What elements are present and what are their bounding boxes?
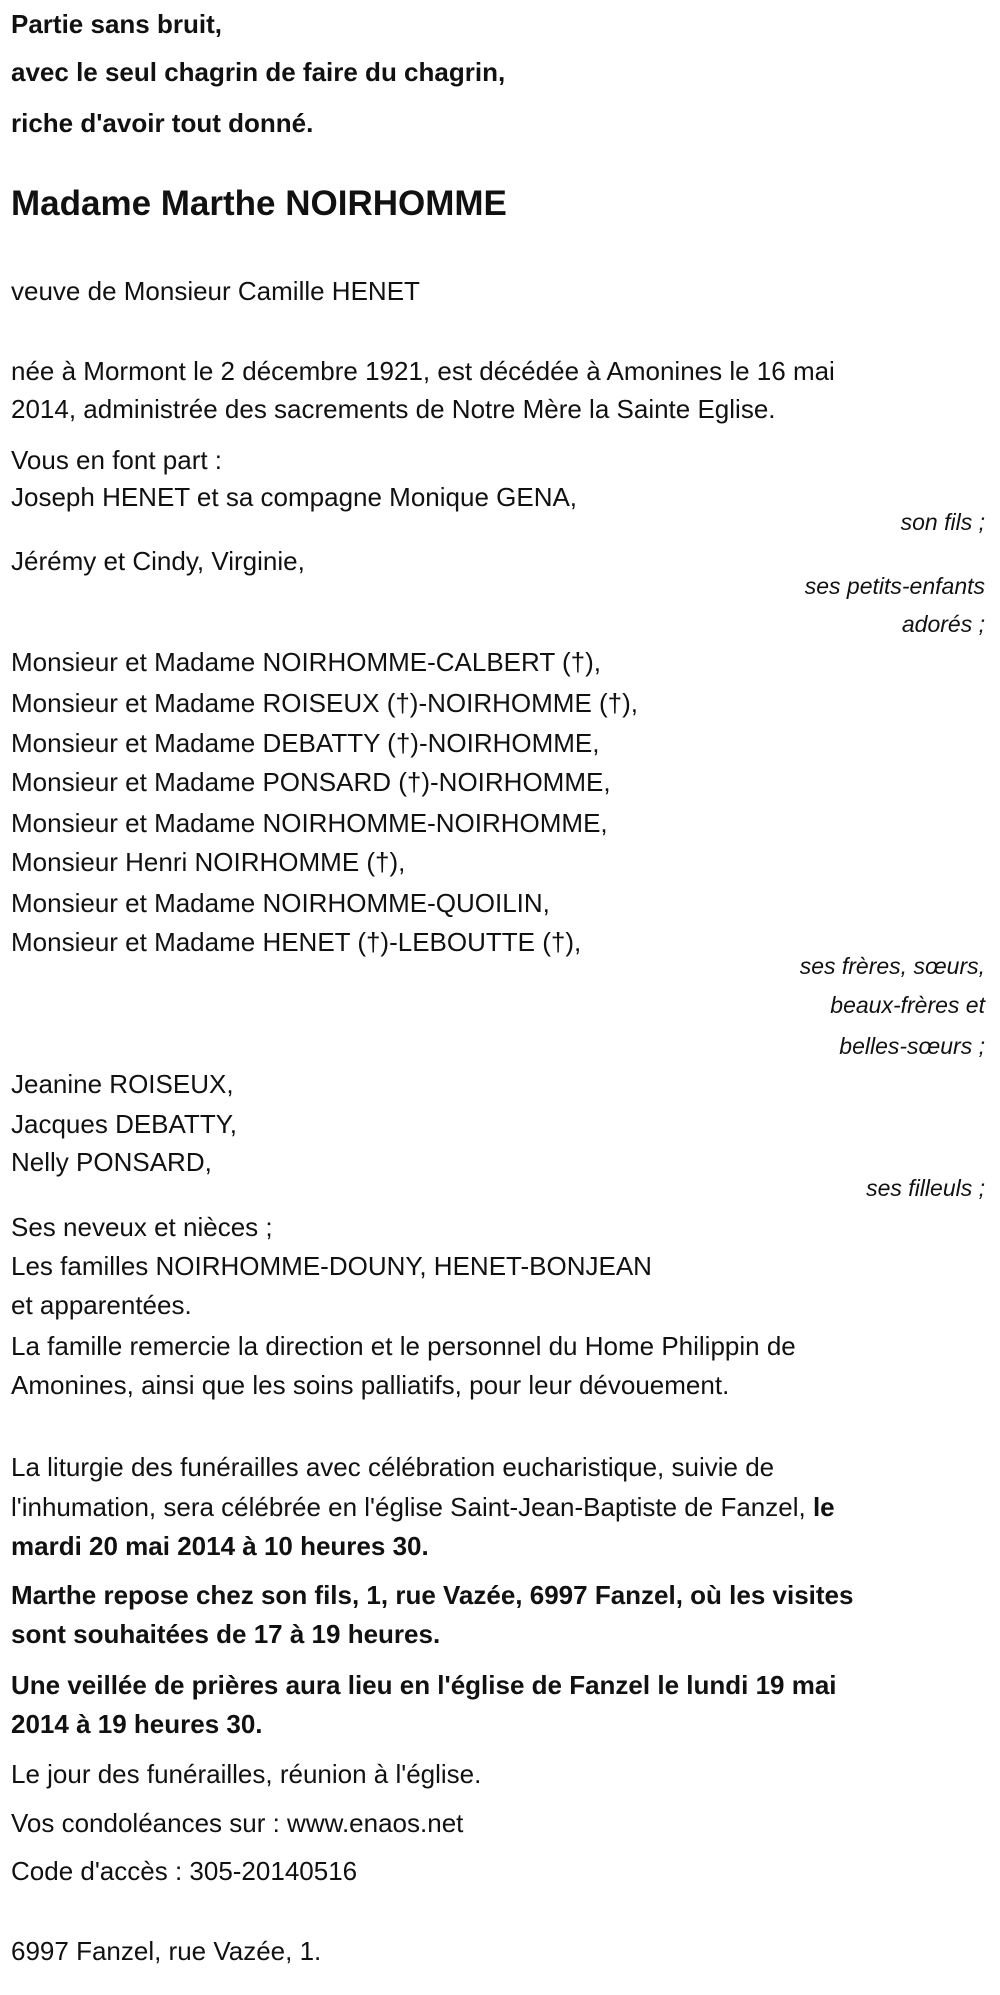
epigraph-line: riche d'avoir tout donné. <box>11 108 314 138</box>
address: 6997 Fanzel, rue Vazée, 1. <box>11 1936 322 1966</box>
visits-line: sont souhaitées de 17 à 19 heures. <box>11 1619 441 1649</box>
others-line: Les familles NOIRHOMME-DOUNY, HENET-BONJEAN <box>11 1251 652 1281</box>
godchild-line: Jacques DEBATTY, <box>11 1109 237 1139</box>
sibling-line: Monsieur et Madame ROISEUX (†)-NOIRHOMME (†), <box>11 688 639 718</box>
liturgy-date: mardi 20 mai 2014 à 10 heures 30. <box>11 1531 429 1561</box>
godchild-line: Nelly PONSARD, <box>11 1147 212 1177</box>
son-name: Joseph HENET et sa compagne Monique GENA, <box>11 482 578 512</box>
vigil-line: Une veillée de prières aura lieu en l'église de Fanzel le lundi 19 mai <box>11 1670 837 1700</box>
birth-line: 2014, administrée des sacrements de Notre Mère la Sainte Eglise. <box>11 394 776 424</box>
liturgy-line: La liturgie des funérailles avec célébration eucharistique, suivie de <box>11 1452 775 1482</box>
sibling-line: Monsieur et Madame PONSARD (†)-NOIRHOMME, <box>11 767 611 797</box>
thanks-line: La famille remercie la direction et le personnel du Home Philippin de <box>11 1331 796 1361</box>
liturgy-line <box>11 1491 835 1523</box>
siblings-role: belles-sœurs ; <box>839 1033 985 1059</box>
page-title: Madame Marthe NOIRHOMME <box>11 184 507 223</box>
sibling-line: Monsieur et Madame NOIRHOMME-QUOILIN, <box>11 888 550 918</box>
sibling-line: Monsieur Henri NOIRHOMME (†), <box>11 847 406 877</box>
sibling-line: Monsieur et Madame NOIRHOMME-NOIRHOMME, <box>11 808 608 838</box>
sibling-line: Monsieur et Madame NOIRHOMME-CALBERT (†), <box>11 647 601 677</box>
others-line: et apparentées. <box>11 1290 192 1320</box>
widow-line: veuve de Monsieur Camille HENET <box>11 276 420 306</box>
intro: Vous en font part : <box>11 445 223 475</box>
grandchildren-role: ses petits-enfants <box>804 573 985 599</box>
liturgy-date-start: le <box>812 1492 835 1522</box>
meeting-line: Le jour des funérailles, réunion à l'église. <box>11 1759 482 1789</box>
condolences-line: Vos condoléances sur : www.enaos.net <box>11 1808 464 1838</box>
epigraph-line: avec le seul chagrin de faire du chagrin, <box>11 57 506 87</box>
visits-line: Marthe repose chez son fils, 1, rue Vazée, 6997 Fanzel, où les visites <box>11 1580 854 1610</box>
godchildren-role: ses filleuls ; <box>866 1175 985 1201</box>
access-code: Code d'accès : 305-20140516 <box>11 1856 358 1886</box>
grandchildren-role: adorés ; <box>901 611 985 637</box>
epigraph-line: Partie sans bruit, <box>11 9 222 39</box>
grandchildren-names: Jérémy et Cindy, Virginie, <box>11 546 305 576</box>
birth-line: née à Mormont le 2 décembre 1921, est décédée à Amonines le 16 mai <box>11 356 835 386</box>
son-role: son fils ; <box>900 509 985 535</box>
liturgy-text: l'inhumation, sera célébrée en l'église Saint-Jean-Baptiste de Fanzel, <box>11 1492 813 1522</box>
vigil-line: 2014 à 19 heures 30. <box>11 1709 263 1739</box>
godchild-line: Jeanine ROISEUX, <box>11 1069 234 1099</box>
siblings-role: ses frères, sœurs, <box>799 953 985 979</box>
thanks-line: Amonines, ainsi que les soins palliatifs, pour leur dévouement. <box>11 1370 730 1400</box>
others-line: Ses neveux et nièces ; <box>11 1212 273 1242</box>
sibling-line: Monsieur et Madame HENET (†)-LEBOUTTE (†), <box>11 927 582 957</box>
sibling-line: Monsieur et Madame DEBATTY (†)-NOIRHOMME, <box>11 728 600 758</box>
siblings-role: beaux-frères et <box>830 992 985 1018</box>
